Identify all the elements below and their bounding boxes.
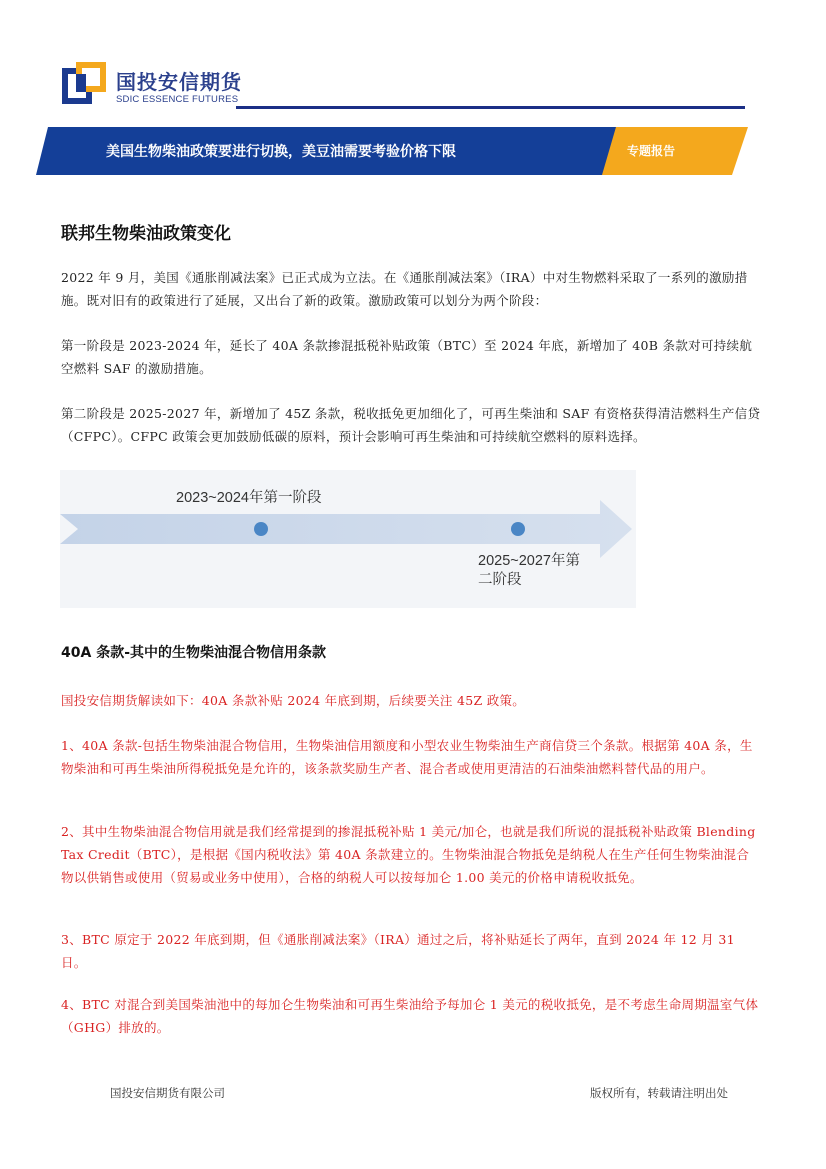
company-logo xyxy=(62,62,242,112)
logo-english-name: SDIC ESSENCE FUTURES xyxy=(116,94,239,105)
paragraph-point-1: 1、40A 条款-包括生物柴油混合物信用，生物柴油信用额度和小型农业生物柴油生产商信贷三个条款。根据第 40A 条，生物柴油和可再生柴油所得税抵免是允许的，该条款奖励生产者、混合者或使用更清洁的石油柴油燃料替代品的用户。 xyxy=(61,738,753,776)
header-rule xyxy=(236,106,745,109)
paragraph-point-3: 3、BTC 原定于 2022 年底到期，但《通胀削减法案》（IRA）通过之后，将补贴延长了两年，直到 2024 年 12 月 31 日。 xyxy=(61,932,735,970)
paragraph-phase-two: 第二阶段是 2025-2027 年，新增加了 45Z 条款，税收抵免更加细化了，可再生柴油和 SAF 有资格获得清洁燃料生产信贷（CFPC）。CFPC 政策会更加鼓励低碳的原料，预计会影响可再生柴油和可持续航空燃料的原料选择。 xyxy=(61,406,761,444)
logo-mark-icon xyxy=(62,62,108,106)
section-heading-40a: 40A 条款-其中的生物柴油混合物信用条款 xyxy=(61,645,327,661)
report-title: 美国生物柴油政策要进行切换，美豆油需要考验价格下限 xyxy=(106,144,456,160)
paragraph-point-4: 4、BTC 对混合到美国柴油池中的每加仑生物柴油和可再生柴油给予每加仑 1 美元的税收抵免，是不考虑生命周期温室气体（GHG）排放的。 xyxy=(61,997,759,1035)
footer-copyright: 版权所有，转载请注明出处 xyxy=(590,1086,728,1100)
footer-company: 国投安信期货有限公司 xyxy=(110,1086,225,1100)
paragraph-phase-one: 第一阶段是 2023-2024 年，延长了 40A 条款掺混抵税补贴政策（BTC）至 2024 年底，新增加了 40B 条款对可持续航空燃料 SAF 的激励措施。 xyxy=(61,338,753,376)
paragraph-point-2: 2、其中生物柴油混合物信用就是我们经常提到的掺混抵税补贴 1 美元/加仑，也就是我们所说的混抵税补贴政策 Blending Tax Credit（BTC），是根据《国内税收法》第 40A 条款建立的。生物柴油混合物抵免是纳税人在生产任何生物柴油混合物以供销售或使用（贸易或业务中使用），合格的纳税人可以按每加仑 1.00 美元的价格申请税收抵免。 xyxy=(61,824,756,885)
paragraph-interpretation: 国投安信期货解读如下：40A 条款补贴 2024 年底到期，后续要关注 45Z 政策。 xyxy=(61,693,526,708)
timeline-phase-two-label: 2025~2027年第二阶段 xyxy=(478,553,580,588)
phase-two-marker xyxy=(511,522,525,536)
logo-chinese-name: 国投安信期货 xyxy=(116,70,242,94)
paragraph-ira-intro: 2022 年 9 月，美国《通胀削减法案》已正式成为立法。在《通胀削减法案》（IRA）中对生物燃料采取了一系列的激励措施。既对旧有的政策进行了延展，又出台了新的政策。激励政策可以划分为两个阶段： xyxy=(61,270,748,308)
title-banner xyxy=(36,127,748,175)
timeline-figure xyxy=(60,470,636,608)
phase-one-marker xyxy=(254,522,268,536)
timeline-phase-one-label: 2023~2024年第一阶段 xyxy=(176,490,322,506)
report-type-tag: 专题报告 xyxy=(627,144,676,158)
section-heading-policy-change: 联邦生物柴油政策变化 xyxy=(61,224,231,244)
